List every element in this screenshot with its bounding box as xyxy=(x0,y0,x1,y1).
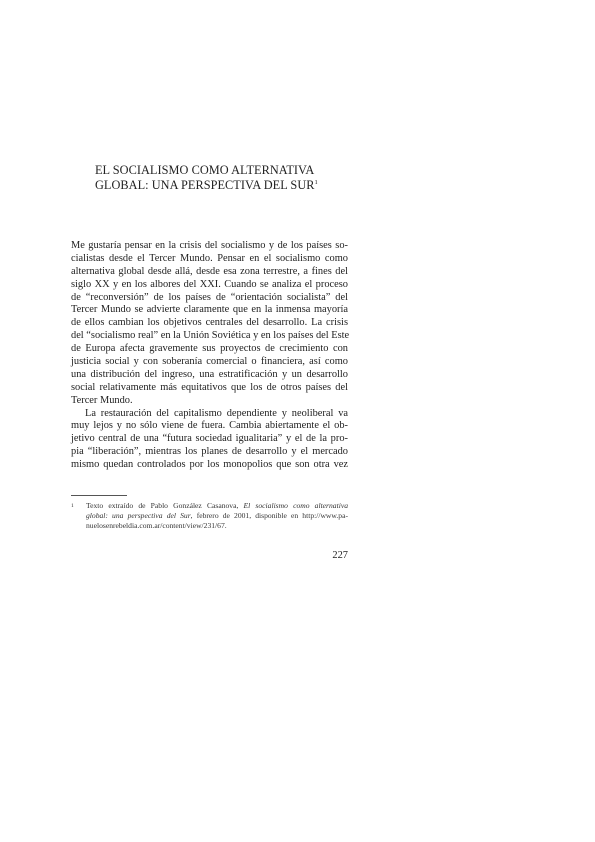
body-line: siglo XX y en los albores del XXI. Cuando se analiza el proceso xyxy=(71,278,348,290)
body-line: muy lejos y no sólo viene de fuera. Cambia abiertamente el ob- xyxy=(71,420,348,432)
body-line: de Europa afecta gravemente sus proyectos de crecimiento con xyxy=(71,343,348,355)
body-line: Tercer Mundo. xyxy=(71,394,133,406)
body-line: cialistas desde el Tercer Mundo. Pensar en el socialismo como xyxy=(71,252,348,264)
footnote-line-1 xyxy=(71,501,348,511)
body-line: justicia social y con soberanía comercial o financiera, así como xyxy=(71,356,348,368)
footnote-separator xyxy=(71,495,127,496)
body-line: social relativamente más equitativos que los de otros países del xyxy=(71,381,348,393)
footnote xyxy=(71,501,348,532)
body-line: mismo quedan controlados por los monopolios que son otra vez xyxy=(71,459,348,471)
footnote-book-title: global: una perspectiva del Sur xyxy=(86,511,191,521)
body-line: La restauración del capitalismo dependiente y neoliberal va xyxy=(85,407,348,419)
body-line: una distribución del ingreso, una estratificación y un desarrollo xyxy=(71,368,348,380)
body-line: alternativa global desde allá, desde esa zona terrestre, a fines del xyxy=(71,265,348,277)
footnote-text: , febrero de 2001, disponible en http://www.pa- xyxy=(190,511,349,521)
body-line: pia “liberación”, mientras los planes de desarrollo y el mercado xyxy=(71,446,348,458)
chapter-title-line-2 xyxy=(95,178,425,193)
footnote-line-2 xyxy=(71,511,348,521)
footnote-line-3: nuelosenrebeldia.com.ar/content/view/231/67. xyxy=(86,521,227,531)
footnote-text: Texto extraído de Pablo González Casanova, xyxy=(86,501,244,510)
body-line: jetivo central de una “futura sociedad igualitaria” y el de la pro- xyxy=(71,433,348,445)
body-line: del “socialismo real” en la Unión Soviética y en los países del Este xyxy=(71,330,350,342)
body-text xyxy=(71,240,348,472)
chapter-title-line-2-text: GLOBAL: UNA PERSPECTIVA DEL SUR xyxy=(95,177,315,192)
footnote-reference: 1 xyxy=(314,178,318,186)
chapter-title-line-1: EL SOCIALISMO COMO ALTERNATIVA xyxy=(95,163,315,177)
body-line: de ellos cambian los objetivos centrales del desarrollo. La crisis xyxy=(71,317,348,329)
footnote-book-title: El socialismo como alternativa xyxy=(243,501,348,510)
page-number: 227 xyxy=(332,550,348,561)
body-line: de “reconversión” de los países de “orientación socialista” del xyxy=(71,291,348,303)
body-line: Me gustaría pensar en la crisis del socialismo y de los países so- xyxy=(71,240,348,251)
body-line: Tercer Mundo se advierte claramente que en la inmensa mayoría xyxy=(71,304,348,316)
footnote-marker: 1 xyxy=(71,503,74,509)
chapter-title xyxy=(95,163,425,192)
